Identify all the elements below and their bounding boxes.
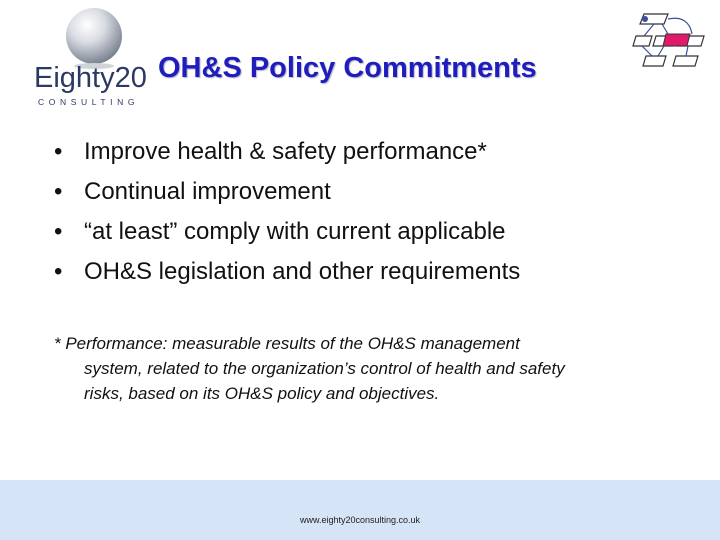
list-item [54,135,520,175]
list-item [54,175,520,215]
list-item [54,215,520,255]
bullet-marker: • [54,218,63,245]
footer-band [0,480,720,540]
bullet-text: “at least” comply with current applicable [84,218,506,245]
list-item [54,255,520,295]
company-logo [30,6,150,106]
footnote-line: risks, based on its OH&S policy and objectives. [84,384,440,403]
performance-footnote [54,331,674,406]
footnote-line: * Performance: measurable results of the OH&S management [54,334,520,353]
bullet-text: Improve health & safety performance* [84,138,487,165]
bullet-marker: • [54,138,63,165]
bullet-marker: • [54,258,63,285]
page-title: OH&S Policy Commitments [158,52,537,84]
flowchart-icon [632,10,708,76]
logo-sphere-icon [62,6,126,70]
logo-wordmark: Eighty20 [34,62,147,94]
footer-website-link[interactable]: www.eighty20consulting.co.uk [299,515,421,525]
bullet-text: Continual improvement [84,178,331,205]
bullet-text: OH&S legislation and other requirements [84,258,521,285]
logo-tagline: CONSULTING [38,97,140,107]
commitments-list [54,135,520,295]
footnote-line: system, related to the organization’s control of health and safety [84,359,565,378]
bullet-marker: • [54,178,63,205]
